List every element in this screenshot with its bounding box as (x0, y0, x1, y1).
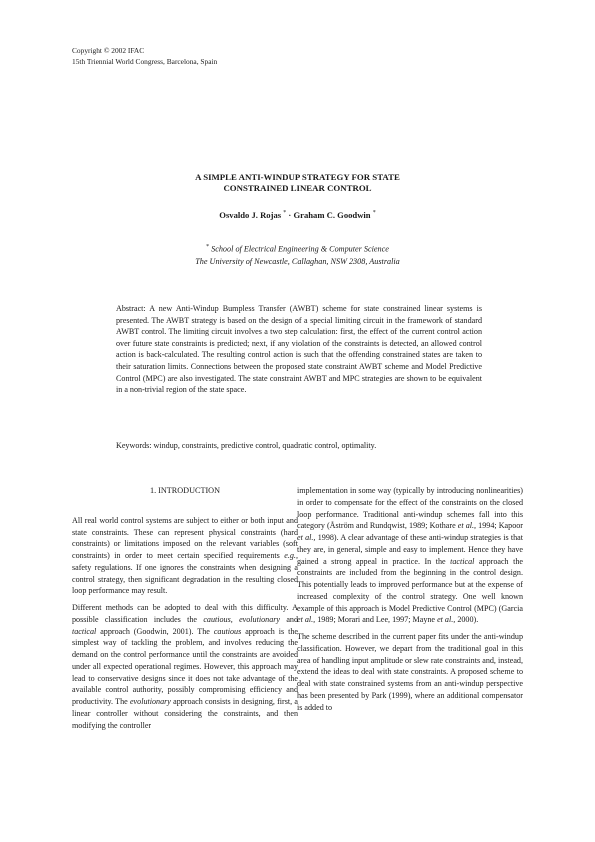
affiliation-block (0, 241, 595, 268)
author-name: Graham C. Goodwin (293, 210, 371, 220)
paragraph: Different methods can be adopted to deal with this difficulty. A possible classification includes the cautious, evolutionary and tactical approach (Goodwin, 2001). The cautious approach is the simplest way of tackling the problem, and involves reducing the demand on the control performance until the constraints are avoided under all expected operational regimes. However, this approach may lead to conservative designs since it does not take advantage of the available control authority, possibly compromising efficiency and productivity. The evolutionary approach consists in designing, first, a linear controller without considering the constraints, and then modifying the controller (72, 603, 298, 730)
copyright-line: Copyright © 2002 IFAC (72, 46, 145, 55)
author-list: Osvaldo J. Rojas * · Graham C. Goodwin * (219, 210, 376, 220)
copyright-block (72, 45, 217, 67)
congress-line: 15th Triennial World Congress, Barcelona, Spain (72, 57, 218, 66)
paragraph: implementation in some way (typically by introducing nonlinearities) in order to compensate for the effect of the constraints on the closed loop performance. Traditional anti-windup schemes fall into this category (Åström and Rundqwist, 1989; Kothare et al., 1994; Kapoor et al., 1998). A clear advantage of these anti-windup strategies is that they are, in general, simple and easy to implement. Hence they have gained a strong appeal in practice. In the tactical approach the constraints are included from the beginning in the control design. This potentially leads to improved performance but at the expense of increased complexity of the control strategy. One well known example of this approach is Model Predictive Control (MPC) (Garcia et al., 1989; Morari and Lee, 1997; Mayne et al., 2000). (297, 486, 523, 625)
abstract: Abstract: A new Anti-Windup Bumpless Transfer (AWBT) scheme for state constrained linear systems is presented. The AWBT strategy is based on the design of a special limiting circuit in the framework of standard AWBT control. The limiting circuit involves a two step calculation: first, the effect of the current control action over future state constraints is predicted; next, if any violation of the constraints is detected, an allowed control action is back-calculated. The resulting control action is such that the offending constrained states are taken to their saturation limits. Connections between the proposed state constraint AWBT scheme and Model Predictive Control (MPC) are also investigated. The state constraint AWBT and MPC strategies are shown to be equivalent in a non-trivial region of the state space. (116, 304, 482, 395)
affiliation-mark: * (283, 210, 287, 217)
paragraph: The scheme described in the current paper fits under the anti-windup classification. However, we depart from the traditional goal in this area of handling input amplitude or slew rate constraints and, instead, extend the ideas to deal with state constraints. A proposed scheme to deal with state constrained systems from an anti-windup perspective has been presented by Park (1999), where an additional compensator is added to (297, 632, 523, 712)
title-line-2: CONSTRAINED LINEAR CONTROL (223, 183, 372, 193)
affiliation-mark: * (206, 244, 210, 250)
affiliation-line-1: School of Electrical Engineering & Computer Science (211, 244, 389, 254)
keywords: Keywords: windup, constraints, predictive control, quadratic control, optimality. (116, 441, 377, 450)
section-heading: 1. INTRODUCTION (149, 486, 221, 495)
paper-title (0, 172, 595, 194)
affiliation-line-2: The University of Newcastle, Callaghan, NSW 2308, Australia (195, 256, 400, 266)
title-line-1: A SIMPLE ANTI-WINDUP STRATEGY FOR STATE (195, 172, 400, 182)
affiliation-mark: * (372, 210, 376, 217)
author-name: Osvaldo J. Rojas (219, 210, 282, 220)
left-column (72, 485, 298, 736)
right-column (297, 485, 523, 718)
paragraph: All real world control systems are subject to either or both input and state constraints. These can represent physical constraints (hard constraints) or limitations imposed on the relevant variables (soft constraints) in order to meet certain specified requirements e.g., safety regulations. If one ignores the constraints when designing a control strategy, then significant degradation in the resulting closed loop performance may result. (72, 515, 298, 596)
